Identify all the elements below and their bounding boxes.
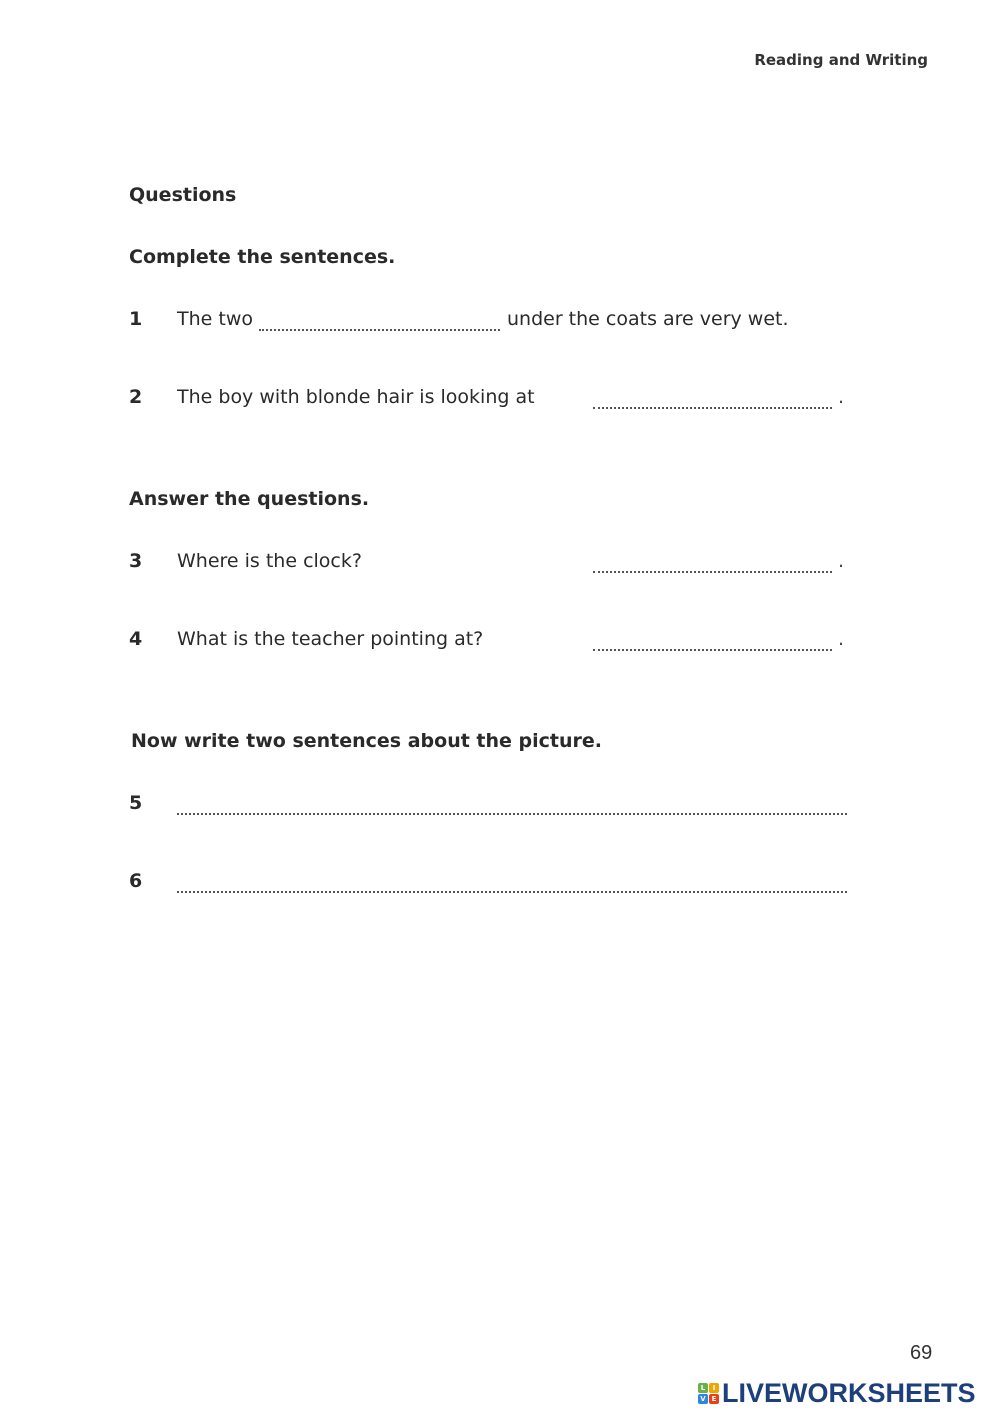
period: . (838, 628, 845, 650)
instruction-write: Now write two sentences about the picture. (131, 730, 603, 752)
logo-text: LIVEWORKSHEETS (722, 1378, 976, 1408)
item-text: The two (177, 308, 253, 330)
liveworksheets-logo (698, 1378, 976, 1409)
item-number: 3 (129, 550, 143, 572)
instruction-complete: Complete the sentences. (129, 246, 396, 268)
instruction-answer: Answer the questions. (129, 488, 370, 510)
answer-field-4[interactable] (593, 649, 832, 651)
page-number: 69 (910, 1342, 933, 1364)
question-text: What is the teacher pointing at? (177, 628, 484, 650)
logo-icon: L I V E (698, 1383, 719, 1404)
answer-field-2[interactable] (593, 407, 832, 409)
answer-field-6[interactable] (177, 891, 847, 893)
item-number: 2 (129, 386, 143, 408)
answer-field-5[interactable] (177, 813, 847, 815)
period: . (838, 550, 845, 572)
period: . (838, 386, 845, 408)
item-text: under the coats are very wet. (507, 308, 789, 330)
page-title: Questions (129, 184, 237, 206)
item-number: 5 (129, 792, 143, 814)
item-number: 4 (129, 628, 143, 650)
item-text: The boy with blonde hair is looking at (177, 386, 535, 408)
item-number: 6 (129, 870, 143, 892)
section-header: Reading and Writing (754, 51, 928, 69)
question-text: Where is the clock? (177, 550, 362, 572)
answer-field-3[interactable] (593, 571, 832, 573)
item-number: 1 (129, 308, 143, 330)
answer-field-1[interactable] (259, 329, 500, 331)
